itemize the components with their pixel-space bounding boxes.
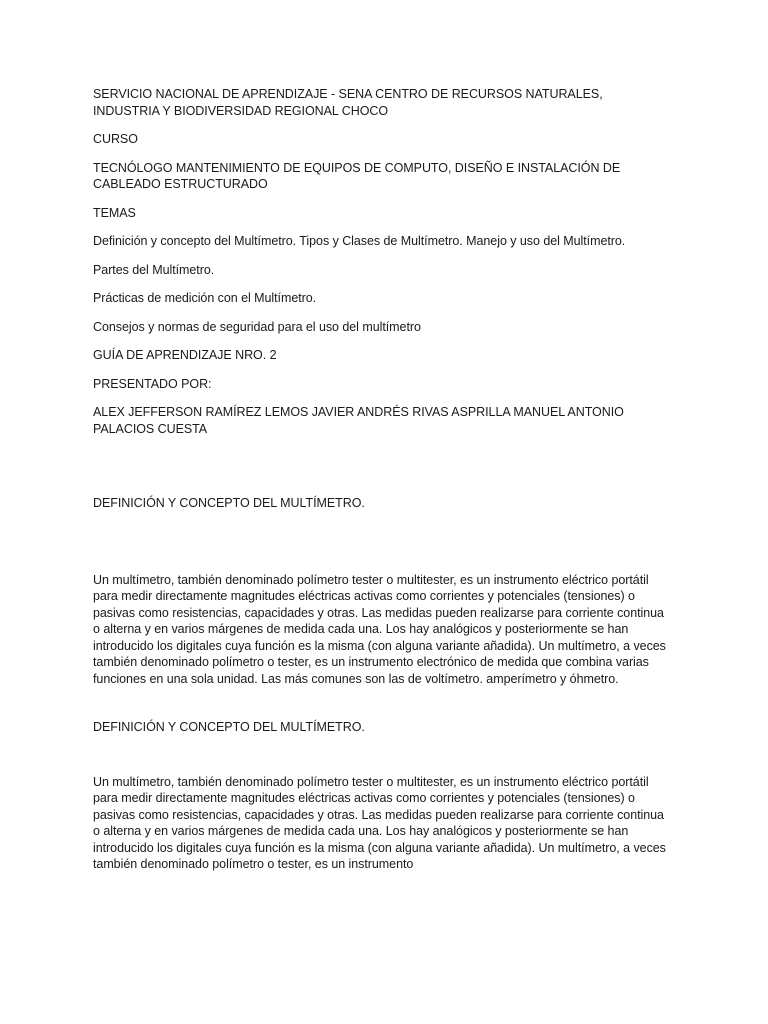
presented-by-label: PRESENTADO POR: (93, 376, 212, 391)
topic-item: Partes del Multímetro. (93, 262, 215, 277)
section-heading: DEFINICIÓN Y CONCEPTO DEL MULTÍMETRO. (93, 720, 365, 734)
guide-title: GUÍA DE APRENDIZAJE NRO. 2 (93, 348, 277, 362)
topic-item: Consejos y normas de seguridad para el uso del multímetro (93, 319, 421, 334)
section-heading: DEFINICIÓN Y CONCEPTO DEL MULTÍMETRO. (93, 496, 365, 510)
section-body: Un multímetro, también denominado polímetro tester o multitester, es un instrumento eléctrico portátil para medir directamente magnitudes eléctricas activas como corrientes y potenciales (tensiones) o pasivas como resistencias, capacidades y otras. Las medidas pueden realizarse para corriente continua o alterna y en varios márgenes de medida cada una. Los hay analógicos y posteriormente se han introducido los digitales cuya función es la misma (con alguna variante añadida). Un multímetro, a veces también denominado polímetro o tester, es un instrumento electrónico de medida que combina varias funciones en una sola unidad. Las más comunes son las de voltímetro. amperímetro y óhmetro. (93, 572, 666, 686)
section-body: Un multímetro, también denominado polímetro tester o multitester, es un instrumento eléctrico portátil para medir directamente magnitudes eléctricas activas como corrientes y potenciales (tensiones) o pasivas como resistencias, capacidades y otras. Las medidas pueden realizarse para corriente continua o alterna y en varios márgenes de medida cada una. Los hay analógicos y posteriormente se han introducido los digitales cuya función es la misma (con alguna variante añadida). Un multímetro, a veces también denominado polímetro o tester, es un instrumento (93, 774, 666, 871)
course-name: TECNÓLOGO MANTENIMIENTO DE EQUIPOS DE COMPUTO, DISEÑO E INSTALACIÓN DE CABLEADO ESTRUCTURADO (93, 160, 621, 191)
course-label: CURSO (93, 132, 138, 146)
institution-header: SERVICIO NACIONAL DE APRENDIZAJE - SENA CENTRO DE RECURSOS NATURALES, INDUSTRIA Y BIODIVERSIDAD REGIONAL CHOCO (93, 87, 603, 118)
authors: ALEX JEFFERSON RAMÍREZ LEMOS JAVIER ANDRÉS RIVAS ASPRILLA MANUEL ANTONIO PALACIOS CUESTA (93, 405, 624, 436)
topic-item: Prácticas de medición con el Multímetro. (93, 291, 317, 305)
topics-label: TEMAS (93, 205, 136, 220)
topic-item: Definición y concepto del Multímetro. Tipos y Clases de Multímetro. Manejo y uso del Multímetro. (93, 234, 626, 248)
